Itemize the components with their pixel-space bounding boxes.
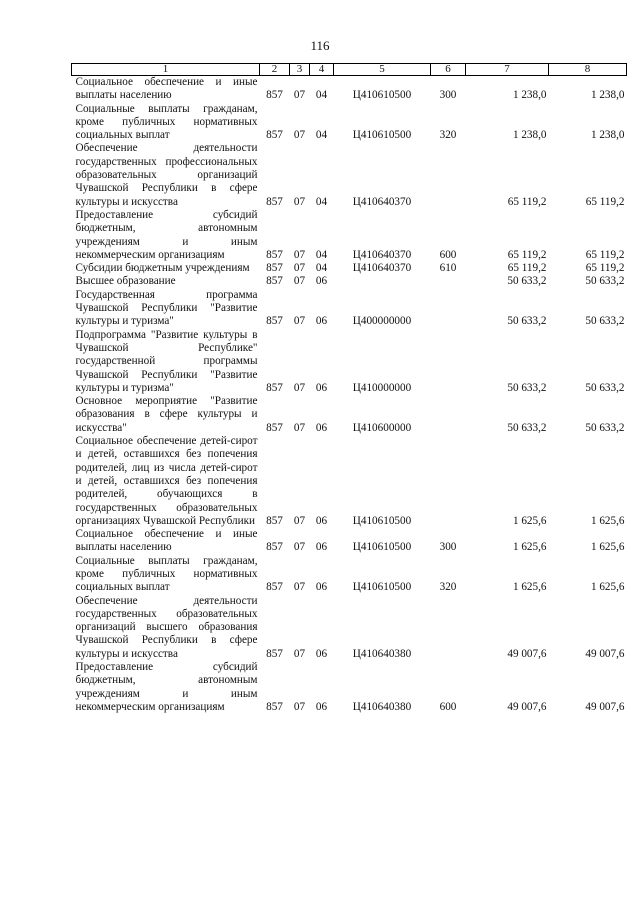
target-article-cell: Ц410610500 [352, 581, 412, 594]
expense-type-cell: 600 [439, 700, 457, 713]
amount-cell: 1 625,6 [512, 514, 547, 527]
amount-total-cell: 49 007,6 [585, 700, 625, 713]
table-row [72, 275, 627, 288]
amount-cell: 1 238,0 [512, 89, 547, 102]
row-name-cell: Предоставление субсидий бюджетным, автономным учреждениям и иным некоммерческим организациям [75, 208, 258, 261]
subsection-cell: 04 [315, 248, 328, 261]
subsection-cell: 06 [315, 647, 328, 660]
header-cell: 6 [431, 64, 466, 76]
subsection-cell: 06 [315, 514, 328, 527]
amount-cell: 1 625,6 [512, 581, 547, 594]
expense-type-cell: 600 [439, 248, 457, 261]
row-name-cell: Социальные выплаты гражданам, кроме публичных нормативных социальных выплат [75, 102, 258, 142]
section-cell: 07 [293, 541, 306, 554]
target-article-cell: Ц410610500 [352, 514, 412, 527]
section-cell: 07 [293, 315, 306, 328]
table-row [72, 76, 627, 103]
amount-total-cell: 50 633,2 [585, 315, 625, 328]
ministry-code-cell: 857 [266, 262, 283, 275]
subsection-cell: 06 [315, 421, 328, 434]
ministry-code-cell: 857 [266, 248, 283, 261]
ministry-code-cell: 857 [266, 514, 283, 527]
subsection-cell: 04 [315, 129, 328, 142]
ministry-code-cell: 857 [266, 581, 283, 594]
row-name-cell: Государственная программа Чувашской Республики "Развитие культуры и туризма" [75, 288, 258, 328]
target-article-cell [334, 275, 431, 288]
subsection-cell: 06 [315, 315, 328, 328]
expense-type-cell: 610 [439, 262, 457, 275]
ministry-code-cell: 857 [266, 647, 283, 660]
section-cell: 07 [293, 129, 306, 142]
header-cell: 7 [466, 64, 549, 76]
header-cell: 4 [310, 64, 334, 76]
page-number: 116 [310, 38, 330, 53]
subsection-cell: 06 [315, 381, 328, 394]
section-cell: 07 [293, 581, 306, 594]
row-name-cell: Обеспечение деятельности государственных профессиональных образовательных организаций Чувашской Республики в сфере культуры и искусства [75, 142, 258, 208]
expense-type-cell: 320 [439, 581, 457, 594]
row-name-cell: Социальное обеспечение и иные выплаты населению [75, 528, 258, 554]
table-row [72, 329, 627, 395]
ministry-code-cell: 857 [266, 275, 283, 288]
row-name-cell: Социальное обеспечение и иные выплаты населению [75, 76, 258, 102]
table-row [72, 395, 627, 435]
amount-total-cell: 50 633,2 [585, 381, 625, 394]
row-name-cell: Предоставление субсидий бюджетным, автономным учреждениям и иным некоммерческим организациям [75, 661, 258, 713]
target-article-cell: Ц410640380 [352, 700, 412, 713]
section-cell: 07 [293, 262, 306, 275]
target-article-cell: Ц410610500 [352, 89, 412, 102]
table-row [72, 595, 627, 661]
amount-total-cell: 1 625,6 [590, 581, 625, 594]
amount-total-cell: 65 119,2 [585, 262, 625, 275]
target-article-cell: Ц410640370 [352, 195, 412, 208]
expense-type-cell: 320 [439, 129, 457, 142]
expense-type-cell [431, 275, 466, 288]
target-article-cell: Ц410610500 [352, 129, 412, 142]
ministry-code-cell: 857 [266, 195, 283, 208]
target-article-cell: Ц410610500 [352, 541, 412, 554]
header-cell: 1 [72, 64, 260, 76]
target-article-cell: Ц410000000 [352, 381, 412, 394]
section-cell: 07 [293, 248, 306, 261]
section-cell: 07 [293, 514, 306, 527]
amount-cell: 49 007,6 [507, 700, 547, 713]
table-row [72, 103, 627, 143]
amount-total-cell: 1 625,6 [590, 541, 625, 554]
subsection-cell: 04 [315, 195, 328, 208]
table-row [72, 555, 627, 595]
budget-table [71, 63, 627, 714]
target-article-cell: Ц410640370 [352, 262, 412, 275]
amount-cell: 65 119,2 [507, 262, 547, 275]
subsection-cell: 06 [315, 275, 328, 288]
section-cell: 07 [293, 421, 306, 434]
table-row [72, 528, 627, 555]
subsection-cell: 06 [315, 700, 328, 713]
table-row [72, 289, 627, 329]
table-row [72, 209, 627, 262]
table-row [72, 142, 627, 208]
section-cell: 07 [293, 381, 306, 394]
subsection-cell: 04 [315, 89, 328, 102]
table-row [72, 661, 627, 714]
target-article-cell: Ц410600000 [352, 421, 412, 434]
row-name-cell: Социальное обеспечение детей-сирот и детей, оставшихся без попечения родителей, лиц из числа детей-сирот и детей, оставшихся без попечения родителей, обучающихся в государственных образовательных организациях Чувашской Республики [75, 435, 258, 527]
subsection-cell: 06 [315, 581, 328, 594]
amount-cell: 1 238,0 [512, 129, 547, 142]
amount-cell: 65 119,2 [507, 195, 547, 208]
header-cell: 5 [334, 64, 431, 76]
ministry-code-cell: 857 [266, 129, 283, 142]
expense-type-cell: 300 [439, 89, 457, 102]
row-name-cell: Основное мероприятие "Развитие образования в сфере культуры и искусства" [75, 395, 258, 434]
amount-cell: 50 633,2 [507, 381, 547, 394]
section-cell: 07 [293, 275, 306, 288]
expense-type-cell [431, 395, 466, 435]
row-name-cell: Социальные выплаты гражданам, кроме публичных нормативных социальных выплат [75, 554, 258, 594]
target-article-cell: Ц410640380 [352, 647, 412, 660]
amount-cell: 1 625,6 [512, 541, 547, 554]
amount-cell: 50 633,2 [507, 421, 547, 434]
row-name-cell: Высшее образование [75, 275, 176, 288]
header-cell: 3 [290, 64, 310, 76]
amount-total-cell: 65 119,2 [585, 248, 625, 261]
amount-total-cell: 50 633,2 [585, 421, 625, 434]
amount-total-cell: 1 625,6 [590, 514, 625, 527]
table-row [72, 435, 627, 528]
section-cell: 07 [293, 647, 306, 660]
row-name-cell: Обеспечение деятельности государственных образовательных организаций высшего образования Чувашской Республики в сфере культуры и искусства [75, 594, 258, 660]
header-cell: 8 [549, 64, 627, 76]
table-row [72, 262, 627, 275]
target-article-cell: Ц400000000 [352, 315, 412, 328]
amount-cell: 50 633,2 [507, 315, 547, 328]
header-row [72, 64, 627, 76]
amount-cell: 50 633,2 [507, 275, 547, 288]
expense-type-cell [431, 142, 466, 208]
ministry-code-cell: 857 [266, 700, 283, 713]
amount-total-cell: 65 119,2 [585, 195, 625, 208]
ministry-code-cell: 857 [266, 381, 283, 394]
section-cell: 07 [293, 195, 306, 208]
section-cell: 07 [293, 89, 306, 102]
expense-type-cell [431, 289, 466, 329]
subsection-cell: 04 [315, 262, 328, 275]
row-name-cell: Подпрограмма "Развитие культуры в Чувашской Республике" государственной программы Чувашской Республики "Развитие культуры и туризма" [75, 328, 258, 394]
row-name-cell: Субсидии бюджетным учреждениям [75, 262, 250, 275]
ministry-code-cell: 857 [266, 315, 283, 328]
expense-type-cell [431, 329, 466, 395]
amount-cell: 49 007,6 [507, 647, 547, 660]
amount-total-cell: 49 007,6 [585, 647, 625, 660]
amount-total-cell: 1 238,0 [590, 129, 625, 142]
amount-total-cell: 1 238,0 [590, 89, 625, 102]
ministry-code-cell: 857 [266, 421, 283, 434]
subsection-cell: 06 [315, 541, 328, 554]
section-cell: 07 [293, 700, 306, 713]
expense-type-cell [431, 595, 466, 661]
amount-cell: 65 119,2 [507, 248, 547, 261]
header-cell: 2 [260, 64, 290, 76]
target-article-cell: Ц410640370 [352, 248, 412, 261]
amount-total-cell: 50 633,2 [585, 275, 625, 288]
expense-type-cell: 300 [439, 541, 457, 554]
ministry-code-cell: 857 [266, 89, 283, 102]
ministry-code-cell: 857 [266, 541, 283, 554]
expense-type-cell [431, 435, 466, 528]
